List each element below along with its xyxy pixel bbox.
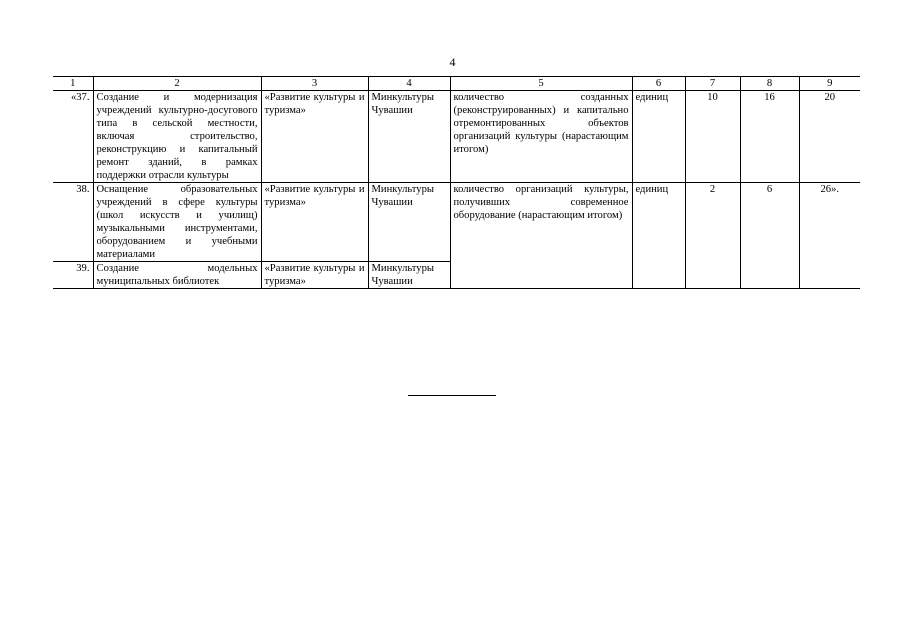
header-cell: 8 bbox=[740, 77, 799, 91]
executor: Минкультуры Чувашии bbox=[368, 262, 450, 289]
measure-name: Создание модельных муниципальных библиотек bbox=[93, 262, 261, 289]
table-row bbox=[53, 183, 860, 262]
header-cell: 3 bbox=[261, 77, 368, 91]
executor: Минкультуры Чувашии bbox=[368, 183, 450, 262]
executor: Минкультуры Чувашии bbox=[368, 91, 450, 183]
header-cell: 1 bbox=[53, 77, 93, 91]
row-number: 39. bbox=[53, 262, 93, 289]
table-row bbox=[53, 91, 860, 183]
measure-name: Оснащение образовательных учреждений в сфере культуры (школ искусств и училищ) музыкальными инструментами, оборудованием и учебными материалами bbox=[93, 183, 261, 262]
header-cell: 4 bbox=[368, 77, 450, 91]
value-year-2: 16 bbox=[740, 91, 799, 183]
value-year-2: 6 bbox=[740, 183, 799, 289]
header-cell: 2 bbox=[93, 77, 261, 91]
measures-table bbox=[53, 76, 860, 289]
program-name: «Развитие культуры и туризма» bbox=[261, 262, 368, 289]
value-year-1: 2 bbox=[685, 183, 740, 289]
divider-line bbox=[408, 395, 496, 396]
header-cell: 5 bbox=[450, 77, 632, 91]
header-cell: 7 bbox=[685, 77, 740, 91]
page-number: 4 bbox=[449, 55, 456, 69]
header-cell: 6 bbox=[632, 77, 685, 91]
unit: единиц bbox=[632, 183, 685, 289]
row-number: 38. bbox=[53, 183, 93, 262]
value-year-1: 10 bbox=[685, 91, 740, 183]
table-header-row bbox=[53, 77, 860, 91]
indicator: количество созданных (реконструированных) и капитально отремонтированных объектов организаций культуры (нарастающим итогом) bbox=[450, 91, 632, 183]
indicator: количество организаций культуры, получивших современное оборудование (нарастающим итогом) bbox=[450, 183, 632, 289]
value-year-3: 26». bbox=[799, 183, 860, 289]
measure-name: Создание и модернизация учреждений культурно-досугового типа в сельской местности, включая строительство, реконструкцию и капитальный ремонт зданий, в рамках поддержки отрасли культуры bbox=[93, 91, 261, 183]
value-year-3: 20 bbox=[799, 91, 860, 183]
row-number: «37. bbox=[53, 91, 93, 183]
unit: единиц bbox=[632, 91, 685, 183]
program-name: «Развитие культуры и туризма» bbox=[261, 183, 368, 262]
header-cell: 9 bbox=[799, 77, 860, 91]
program-name: «Развитие культуры и туризма» bbox=[261, 91, 368, 183]
